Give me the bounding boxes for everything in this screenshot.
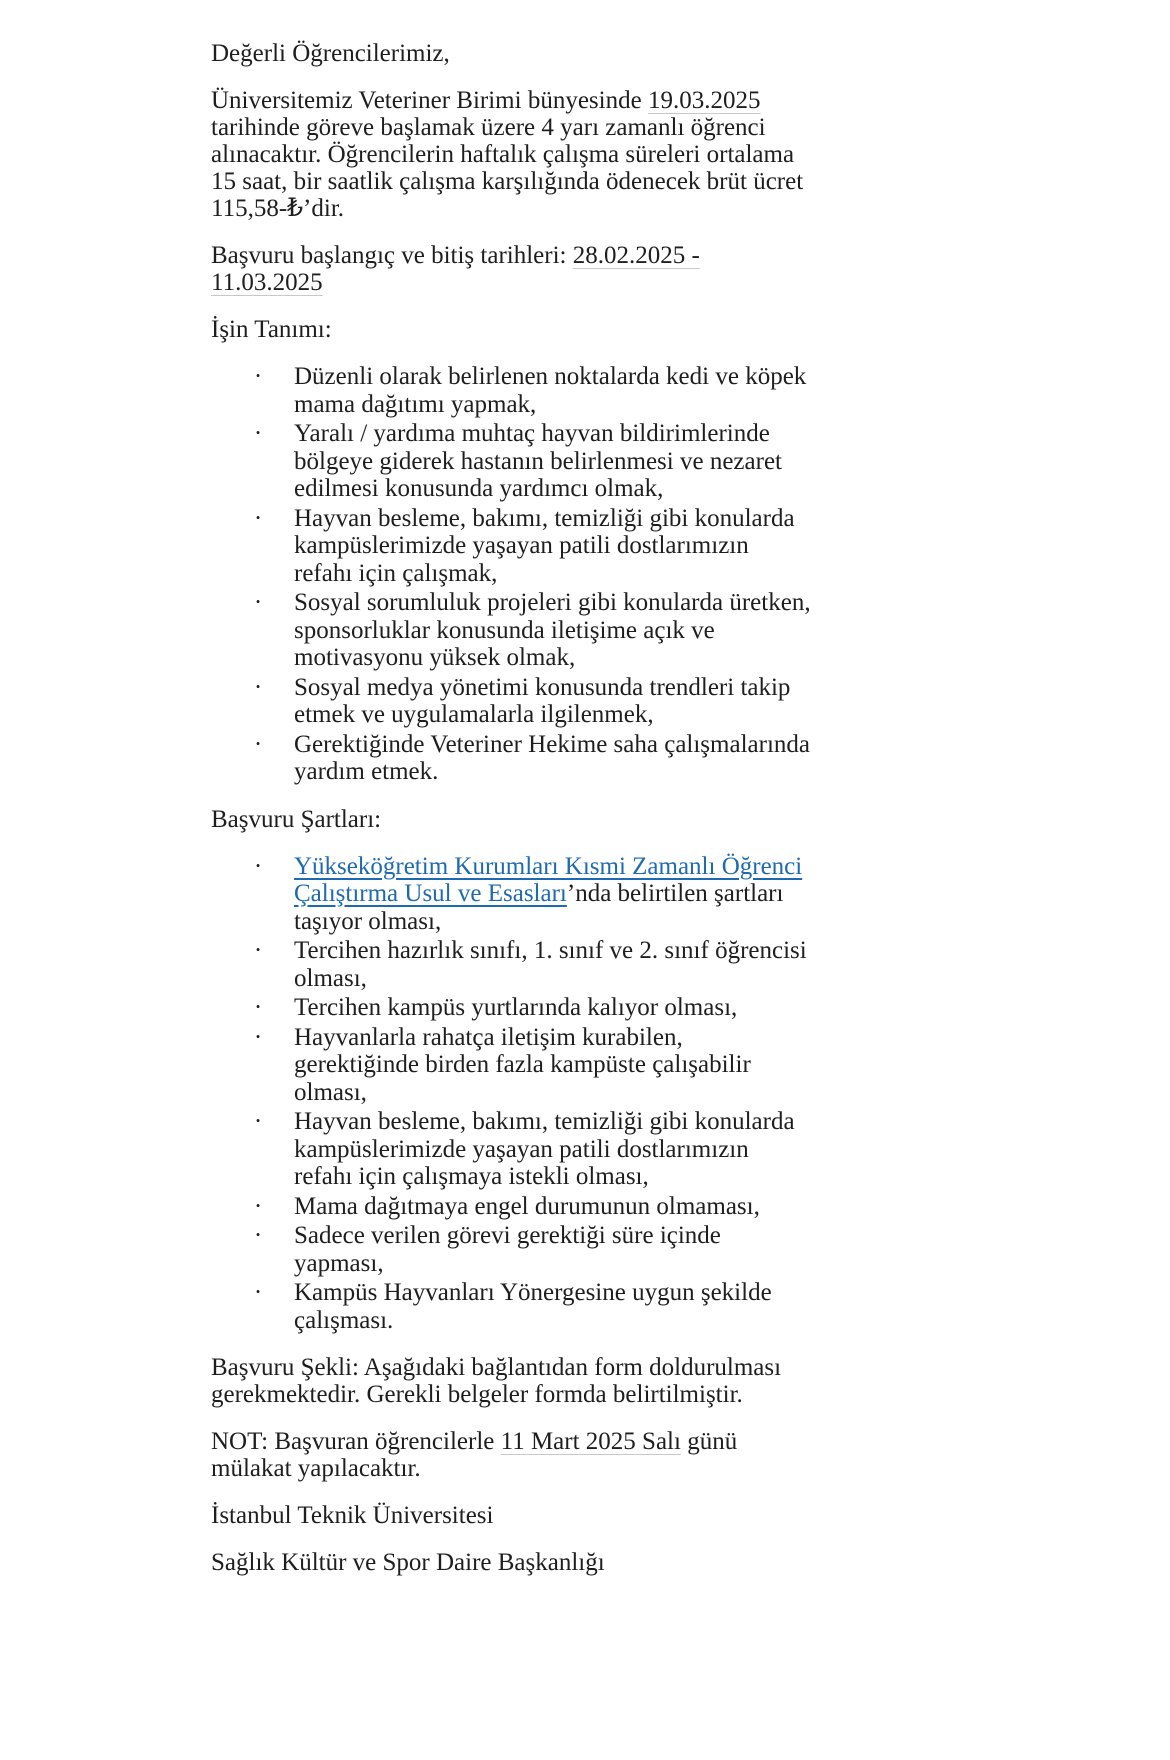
note-pre: NOT: Başvuran öğrencilerle [211,1428,495,1455]
bullet-icon: · [253,1023,263,1051]
greeting: Değerli Öğrencilerimiz, [211,40,450,67]
bullet-icon: · [253,1108,263,1135]
intro-post: tarihinde göreve başlamak üzere 4 yarı zamanlı öğrenci alınacaktır. Öğrencilerin haftalık çalışma süreleri ortalama 15 saat, bir saatlik çalışma karşılığında ödenecek brüt ücret 115,58-₺’dir. [211,114,804,222]
bullet-icon: · [253,1222,263,1249]
bullet-icon: · [253,1192,263,1220]
list-item-text: Kampüs Hayvanları Yönergesine uygun şekilde çalışması. [294,1279,772,1334]
bullet-icon: · [253,504,263,532]
bullet-icon: · [253,852,263,880]
list-item [211,420,811,503]
list-item-text: Yaralı / yardıma muhtaç hayvan bildirimlerinde bölgeye giderek hastanın belirlenmesi ve nezaret edilmesi konusunda yardımcı olmak, [294,420,782,502]
list-item-text: Hayvan besleme, bakımı, temizliği gibi konularda kampüslerimizde yaşayan patili dostlarımızın refahı için çalışmak, [294,504,795,587]
list-item [211,674,811,729]
announcement-document [211,40,811,1596]
list-item-text: Tercihen kampüs yurtlarında kalıyor olması, [294,994,738,1021]
application-dates-label: Başvuru başlangıç ve bitiş tarihleri: [211,242,567,269]
bullet-icon: · [253,994,263,1021]
list-item [211,505,811,588]
list-item-text: Hayvan besleme, bakımı, temizliği gibi konularda kampüslerimizde yaşayan patili dostlarımızın refahı için çalışmaya istekli olması, [294,1108,795,1190]
list-item-text: Gerektiğinde Veteriner Hekime saha çalışmalarında yardım etmek. [294,730,810,785]
bullet-icon: · [253,420,263,447]
intro-pre: Üniversitemiz Veteriner Birimi bünyesinde [211,87,642,114]
bullet-icon: · [253,730,263,758]
note-post: günü mülakat yapılacaktır. [211,1428,738,1482]
list-item [211,853,811,936]
list-item-text: Sadece verilen görevi gerektiği süre içinde yapması, [294,1222,721,1277]
list-item-text: Hayvanlarla rahatça iletişim kurabilen, gerektiğinde birden fazla kampüste çalışabilir olması, [294,1023,751,1106]
job-description-list [211,363,811,786]
list-item-text: Düzenli olarak belirlenen noktalarda kedi ve köpek mama dağıtımı yapmak, [294,363,807,418]
list-item-text: Tercihen hazırlık sınıfı, 1. sınıf ve 2. sınıf öğrencisi olması, [294,937,807,992]
bullet-icon: · [253,673,263,701]
list-item-text: ’nda belirtilen şartları taşıyor olması, [294,880,784,935]
bullet-icon: · [253,1279,263,1306]
list-item [211,363,811,418]
signature-department: Sağlık Kültür ve Spor Daire Başkanlığı [211,1549,605,1576]
list-item [211,937,811,992]
list-item-text: Mama dağıtmaya engel durumunun olmaması, [294,1192,760,1220]
requirements-heading: Başvuru Şartları: [211,805,382,833]
list-item-text: Sosyal medya yönetimi konusunda trendleri takip etmek ve uygulamalarla ilgilenmek, [294,673,791,728]
list-item [211,1024,811,1107]
list-item [211,589,811,672]
list-item [211,1279,811,1334]
regulation-link[interactable]: Yükseköğretim Kurumları Kısmi Zamanlı Öğrenci Çalıştırma Usul ve Esasları [294,852,803,907]
requirements-list [211,853,811,1335]
job-description-heading: İşin Tanımı: [211,316,332,343]
note [211,1428,811,1482]
start-date: 19.03.2025 [647,87,761,114]
bullet-icon: · [253,937,263,964]
list-item [211,1193,811,1221]
bullet-icon: · [253,589,263,616]
bullet-icon: · [253,363,263,390]
application-method: Başvuru Şekli: Aşağıdaki bağlantıdan form doldurulması gerekmektedir. Gerekli belgeler formda belirtilmiştir. [211,1354,782,1408]
application-dates-range: 28.02.2025 - 11.03.2025 [211,242,700,296]
list-item [211,1108,811,1191]
list-item [211,1222,811,1277]
interview-date: 11 Mart 2025 Salı [500,1428,681,1455]
list-item [211,994,811,1022]
application-dates [211,242,811,296]
signature-university: İstanbul Teknik Üniversitesi [211,1502,494,1529]
list-item [211,731,811,786]
intro-paragraph [211,87,811,222]
list-item-text: Sosyal sorumluluk projeleri gibi konularda üretken, sponsorluklar konusunda iletişime açık ve motivasyonu yüksek olmak, [294,589,811,671]
